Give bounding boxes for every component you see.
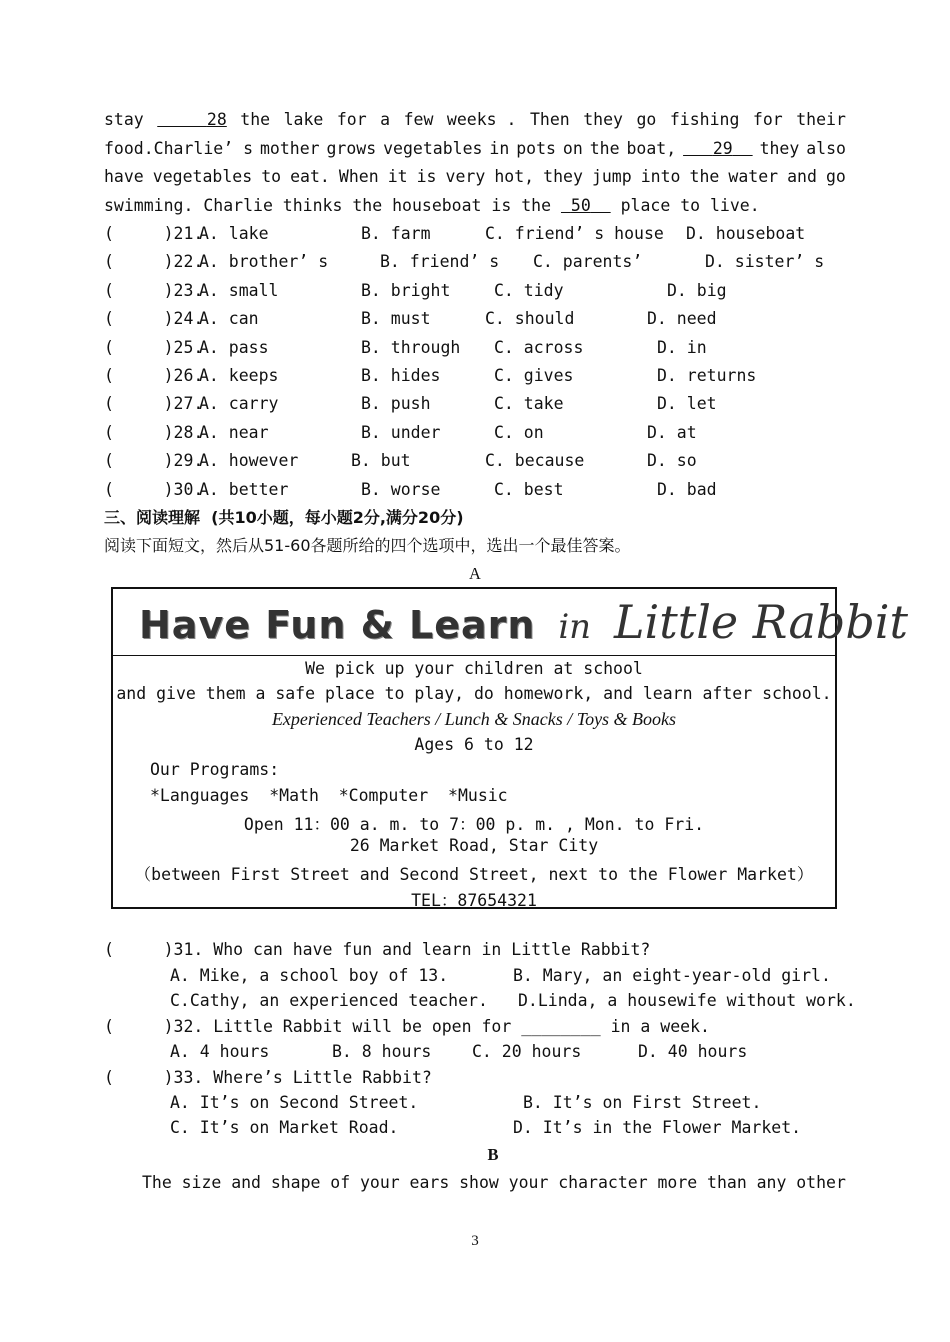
word: they [583, 110, 623, 129]
cloze-question-number: ( )29. [104, 451, 204, 471]
cloze-option-b: B. but [351, 451, 411, 471]
word: The [142, 1173, 172, 1192]
cloze-option-a: A. keeps [199, 366, 279, 385]
cloze-option-b: B. farm [361, 224, 431, 243]
cloze-option-b: B. hides [361, 366, 441, 385]
cloze-question-number: ( )24. [104, 309, 204, 329]
word: vegetables [152, 167, 253, 186]
option-33c: C. It’s on Market Road. [170, 1118, 399, 1137]
option-33b: B. It’s on First Street. [523, 1093, 762, 1112]
word: show [459, 1173, 499, 1192]
word: for [752, 110, 783, 129]
cloze-option-d: D. big [667, 280, 727, 300]
word: Then [529, 110, 570, 129]
cloze-option-c: C. take [494, 394, 564, 414]
word: and [787, 167, 817, 186]
word: stay [104, 110, 144, 129]
word: fishing [669, 110, 740, 129]
cloze-option-a: A. pass [199, 337, 269, 357]
word: lake [283, 110, 324, 129]
ad-logo: Have Fun & Learn in Little Rabbit [139, 595, 908, 649]
question-31: ( )31. Who can have fun and learn in Little Rabbit? [104, 940, 651, 959]
word: shape [270, 1173, 321, 1192]
question-32: ( )32. Little Rabbit will be open for ________ in a week. [104, 1017, 710, 1036]
cloze-question-number: ( )21. [104, 224, 204, 243]
cloze-option-a: A. lake [199, 224, 269, 243]
blank-28: 28 [206, 110, 227, 129]
ad-ages: Ages 6 to 12 [414, 735, 534, 754]
cloze-question-number: ( )22. [104, 252, 204, 272]
word: it [387, 167, 408, 186]
word: weeks . [446, 110, 517, 129]
ad-location: （between First Street and Second Street, next to the Flower Market） [134, 865, 814, 884]
ad-logo-banner [113, 589, 908, 656]
cloze-option-d: D. need [647, 309, 717, 329]
ad-line: and give them a safe place to play, do homework, and learn after school. [116, 684, 832, 703]
word: jump [591, 167, 632, 186]
cloze-option-c: C. friend’ s house [485, 224, 664, 243]
section-instruction: 阅读下面短文，然后从51-60各题所给的四个选项中，选出一个最佳答案。 [104, 536, 631, 555]
cloze-option-a: A. better [199, 479, 289, 499]
word: for [336, 110, 367, 129]
cloze-option-b: B. push [361, 394, 431, 414]
passage-label-a: A [469, 564, 481, 583]
cloze-option-d: D. houseboat [686, 224, 806, 243]
page-number: 3 [471, 1233, 479, 1249]
word: eat. [290, 167, 330, 186]
word: to [261, 167, 282, 186]
passage-line-2 [104, 139, 846, 159]
option-31a: A. Mike, a school boy of 13. [170, 966, 449, 985]
passage-line-1 [104, 110, 846, 130]
word: of [330, 1173, 351, 1192]
ad-hours: Open 11：00 a. m. to 7：00 p. m. , Mon. to Fri. [243, 815, 705, 834]
word: your [359, 1173, 400, 1192]
ad-programs-label: Our Programs: [150, 760, 280, 779]
cloze-option-b: B. must [361, 309, 431, 329]
cloze-option-a: A. can [199, 309, 259, 329]
cloze-option-a: A. small [199, 280, 279, 300]
ad-features: Experienced Teachers / Lunch & Snacks / Toys & Books [271, 709, 677, 729]
word: the [240, 110, 271, 129]
word: in [489, 139, 510, 158]
word: ears [409, 1173, 450, 1192]
option-31b: B. Mary, an eight-year-old girl. [513, 966, 831, 985]
cloze-option-c: C. tidy [494, 280, 564, 300]
word: have [104, 167, 144, 186]
cloze-option-c: C. should [485, 309, 575, 329]
ad-programs: *Languages *Math *Computer *Music [150, 786, 508, 805]
cloze-option-c: C. across [494, 337, 584, 357]
cloze-option-c: C. because [485, 451, 585, 471]
ad-line: We pick up your children at school [305, 659, 643, 678]
cloze-option-c: C. parents’ [533, 252, 643, 272]
question-33: ( )33. Where’s Little Rabbit? [104, 1068, 432, 1087]
cloze-option-b: B. through [361, 337, 461, 357]
option-31d: D.Linda, a housewife without work. [518, 991, 856, 1010]
word: and [231, 1173, 261, 1192]
advertisement-box [111, 587, 908, 910]
option-32c: C. 20 hours [472, 1042, 582, 1061]
option-32a: A. 4 hours [170, 1042, 270, 1061]
cloze-option-d: D. sister’ s [705, 252, 825, 272]
word: on [562, 139, 583, 158]
word: also [806, 139, 846, 158]
cloze-option-a: A. however [199, 451, 299, 471]
cloze-question-number: ( )26. [104, 366, 204, 385]
option-31c: C.Cathy, an experienced teacher. [170, 991, 488, 1010]
word: more [657, 1173, 698, 1192]
cloze-option-b: B. worse [361, 479, 441, 499]
section-heading: 三、阅读理解 (共10小题，每小题2分,满分20分) [104, 508, 464, 527]
cloze-question-number: ( )23. [104, 280, 204, 300]
cloze-option-b: B. bright [361, 280, 451, 300]
cloze-option-b: B. under [361, 422, 441, 442]
option-32d: D. 40 hours [638, 1042, 748, 1061]
word: is [416, 167, 437, 186]
ad-address: 26 Market Road, Star City [349, 836, 599, 855]
word: go [825, 167, 846, 186]
cloze-option-d: D. let [657, 394, 717, 414]
word: the [589, 139, 620, 158]
passage-label-b: B [487, 1145, 499, 1164]
passage-line-4: swimming. Charlie thinks the houseboat is the 50 place to live. [104, 196, 760, 215]
cloze-question-number: ( )28. [104, 422, 204, 442]
passage-b-line-1 [142, 1173, 846, 1193]
cloze-option-c: C. gives [494, 366, 574, 385]
cloze-option-a: A. near [199, 422, 269, 442]
cloze-option-a: A. carry [199, 394, 279, 414]
word: When [338, 167, 379, 186]
word: other [796, 1173, 846, 1192]
ad-telephone: TEL：87654321 [411, 891, 537, 910]
word: pots [516, 139, 556, 158]
option-32b: B. 8 hours [332, 1042, 432, 1061]
word: a [380, 110, 391, 129]
word: than [707, 1173, 747, 1192]
word: any [756, 1173, 787, 1192]
word: their [796, 110, 846, 129]
word: water [728, 167, 779, 186]
cloze-question-number: ( )30. [104, 479, 204, 499]
cloze-option-d: D. at [647, 422, 697, 442]
cloze-option-c: C. best [494, 479, 564, 499]
word: go [636, 110, 657, 129]
word: the [689, 167, 720, 186]
word: they [759, 139, 800, 158]
cloze-option-d: D. in [657, 337, 707, 357]
cloze-option-d: D. returns [657, 366, 757, 385]
word: into [640, 167, 681, 186]
word: mother [259, 139, 320, 158]
cloze-option-d: D. so [647, 451, 697, 471]
cloze-option-d: D. bad [657, 479, 717, 499]
option-33d: D. It’s in the Flower Market. [513, 1118, 802, 1137]
word: vegetables [383, 139, 483, 158]
blank-50: 50 [570, 196, 591, 215]
cloze-question-number: ( )27. [104, 394, 204, 414]
word: hot, [494, 167, 535, 186]
blank-29: 29 [712, 139, 733, 158]
word: few [403, 110, 434, 129]
word: character [558, 1173, 648, 1192]
word: very [445, 167, 486, 186]
option-33a: A. It’s on Second Street. [170, 1093, 419, 1112]
word: grows [326, 139, 377, 158]
word: size [181, 1173, 222, 1192]
word: food.Charlie’ s [104, 139, 254, 158]
cloze-option-b: B. friend’ s [380, 252, 500, 272]
word: they [543, 167, 583, 186]
cloze-option-a: A. brother’ s [199, 252, 329, 272]
passage-line-3 [104, 167, 846, 187]
cloze-question-number: ( )25. [104, 337, 204, 357]
word: your [508, 1173, 549, 1192]
cloze-option-c: C. on [494, 422, 544, 442]
word: boat, [626, 139, 677, 158]
